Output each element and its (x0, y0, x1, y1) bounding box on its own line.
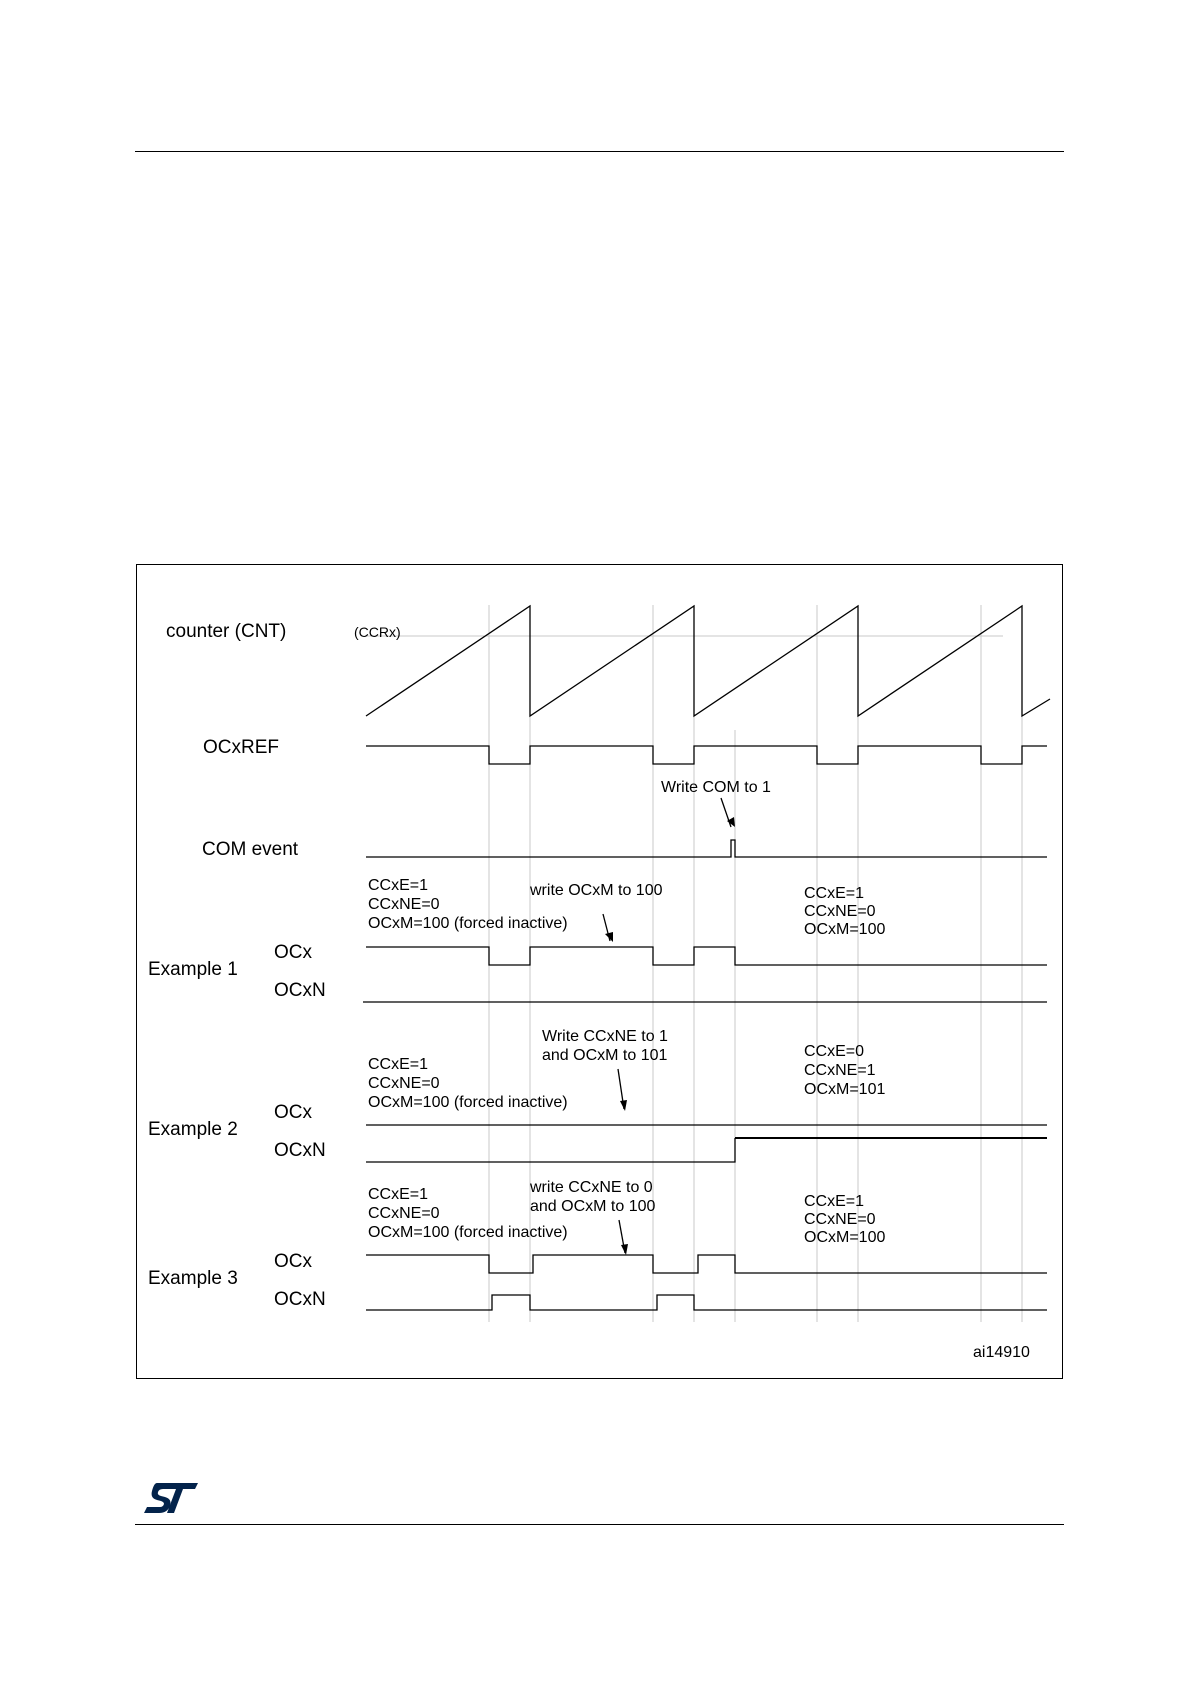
ex3-before-line: CCxE=1 (368, 1186, 429, 1203)
ex2-action-line: Write CCxNE to 1 (542, 1028, 668, 1045)
com-event-waveform (366, 840, 1047, 857)
ex2-ocxn-label: OCxN (274, 1140, 326, 1161)
ex1-action-arrowhead (605, 932, 613, 942)
ex2-before-line: CCxE=1 (368, 1056, 429, 1073)
ocxref-label: OCxREF (203, 737, 279, 758)
counter-sawtooth (366, 606, 1050, 716)
com-event-label: COM event (202, 839, 299, 860)
ex2-after-line: CCxNE=1 (804, 1062, 876, 1079)
ex1-after-line: CCxE=1 (804, 885, 865, 902)
ex1-before-line: CCxNE=0 (368, 896, 440, 913)
ex1-before-line: CCxE=1 (368, 877, 429, 894)
figure-id: ai14910 (973, 1344, 1030, 1361)
ex3-after-line: CCxNE=0 (804, 1211, 876, 1228)
ccrx-label: (CCRx) (354, 624, 401, 640)
ex2-after-line: OCxM=101 (804, 1081, 886, 1098)
ex3-before-line: OCxM=100 (forced inactive) (368, 1224, 568, 1241)
ex3-action-arrowhead (621, 1244, 628, 1255)
ex3-action-line: write CCxNE to 0 (530, 1179, 653, 1196)
ex2-action-line: and OCxM to 101 (542, 1047, 668, 1064)
ex3-title: Example 3 (148, 1268, 238, 1289)
ex3-after-line: OCxM=100 (804, 1229, 886, 1246)
ex3-ocxn-label: OCxN (274, 1289, 326, 1310)
header-rule (135, 151, 1064, 152)
ex1-ocx-waveform (366, 947, 1047, 965)
ex2-ocx-label: OCx (274, 1102, 312, 1123)
timing-diagram (137, 565, 1062, 1378)
ex1-ocx-label: OCx (274, 942, 312, 963)
ex1-before-line: OCxM=100 (forced inactive) (368, 915, 568, 932)
st-logo (143, 1481, 199, 1520)
ex2-title: Example 2 (148, 1119, 238, 1140)
ex2-ocxn-waveform-low (366, 1138, 735, 1162)
counter-label: counter (CNT) (166, 621, 287, 642)
ex1-after-line: CCxNE=0 (804, 903, 876, 920)
figure-frame (136, 564, 1063, 1379)
write-com-label: Write COM to 1 (661, 779, 771, 796)
ex3-ocx-label: OCx (274, 1251, 312, 1272)
ex3-after-line: CCxE=1 (804, 1193, 865, 1210)
ex3-before-line: CCxNE=0 (368, 1205, 440, 1222)
ocxref-waveform (366, 746, 1047, 764)
ex3-ocx-waveform (366, 1255, 1047, 1273)
ex1-action-line: write OCxM to 100 (530, 882, 663, 899)
ex2-action-arrowhead (620, 1100, 627, 1111)
ex1-after-line: OCxM=100 (804, 921, 886, 938)
ex2-after-line: CCxE=0 (804, 1043, 865, 1060)
footer-rule (135, 1524, 1064, 1525)
ex1-ocxn-label: OCxN (274, 980, 326, 1001)
ex2-before-line: CCxNE=0 (368, 1075, 440, 1092)
ex1-title: Example 1 (148, 959, 238, 980)
ex3-ocxn-waveform (366, 1295, 1047, 1310)
st-logo-icon (143, 1481, 199, 1515)
ex3-action-line: and OCxM to 100 (530, 1198, 656, 1215)
ex2-before-line: OCxM=100 (forced inactive) (368, 1094, 568, 1111)
